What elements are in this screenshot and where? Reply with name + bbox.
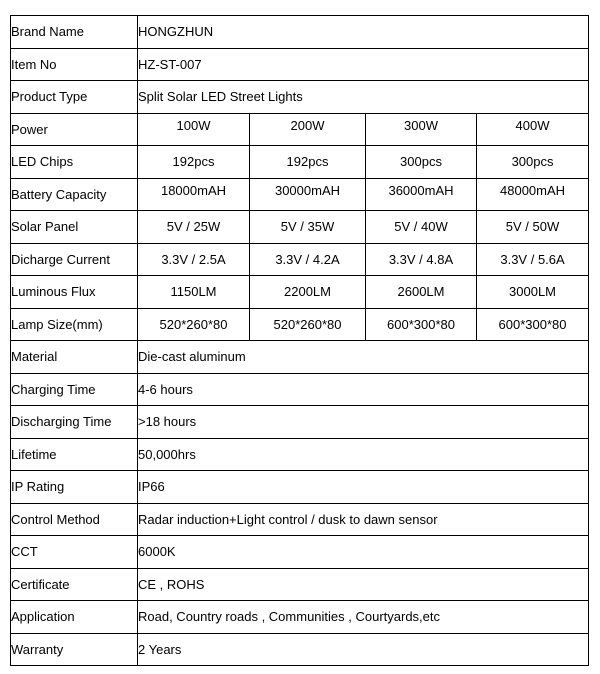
row-lamp-size — [11, 308, 589, 341]
spec-table — [10, 15, 589, 666]
cell-value: 400W — [515, 117, 550, 133]
row-material — [11, 341, 589, 374]
led-chips-cell — [366, 146, 477, 179]
row-label: Dicharge Current — [11, 243, 138, 276]
row-charging-time — [11, 373, 589, 406]
cell-value: 300W — [404, 117, 438, 133]
cell-value: 520*260*80 — [273, 316, 342, 332]
row-label: Charging Time — [11, 373, 138, 406]
lamp-size-cell — [250, 308, 366, 341]
row-value: 6000K — [138, 536, 589, 569]
cell-value: 3.3V / 4.8A — [388, 251, 454, 267]
row-value: HONGZHUN — [138, 16, 589, 49]
row-discharging-time — [11, 406, 589, 439]
cell-value: 48000mAH — [500, 182, 566, 198]
row-label: CCT — [11, 536, 138, 569]
row-label: Item No — [11, 48, 138, 81]
row-label: Battery Capacity — [11, 178, 138, 211]
cell-value: 36000mAH — [388, 182, 454, 198]
row-value: Road, Country roads , Communities , Courtyards,etc — [138, 601, 589, 634]
cell-value: 600*300*80 — [387, 316, 455, 332]
row-certificate — [11, 568, 589, 601]
cell-value: 100W — [176, 117, 211, 133]
led-chips-cell — [477, 146, 589, 179]
lamp-size-cell — [138, 308, 250, 341]
discharge-current-cell — [477, 243, 589, 276]
cell-value: 3000LM — [509, 284, 557, 300]
row-value: 2 Years — [138, 633, 589, 666]
row-label: Luminous Flux — [11, 276, 138, 309]
row-label: Lamp Size(mm) — [11, 308, 138, 341]
cell-value: 30000mAH — [274, 182, 341, 198]
row-value: Split Solar LED Street Lights — [138, 81, 589, 114]
cell-value: 5V / 40W — [394, 219, 448, 235]
luminous-flux-cell — [477, 276, 589, 309]
luminous-flux-cell — [250, 276, 366, 309]
power-cell — [138, 113, 250, 146]
row-value: HZ-ST-007 — [138, 48, 589, 81]
row-value: 4-6 hours — [138, 373, 589, 406]
cell-value: 2200LM — [284, 284, 331, 300]
cell-value: 3.3V / 2.5A — [161, 251, 226, 267]
cell-value: 18000mAH — [160, 182, 227, 198]
discharge-current-cell — [250, 243, 366, 276]
cell-value: 200W — [290, 117, 325, 133]
cell-value: 600*300*80 — [498, 316, 567, 332]
cell-value: 1150LM — [170, 284, 217, 300]
cell-value: 3.3V / 5.6A — [500, 251, 565, 267]
row-value: Die-cast aluminum — [138, 341, 589, 374]
cell-value: 520*260*80 — [159, 316, 228, 332]
cell-value: 300pcs — [400, 154, 442, 170]
solar-panel-cell — [477, 211, 589, 244]
cell-value: 192pcs — [286, 154, 329, 170]
row-solar-panel — [11, 211, 589, 244]
battery-cell — [477, 178, 589, 211]
cell-value: 5V / 25W — [166, 219, 221, 235]
cell-value: 5V / 35W — [280, 219, 335, 235]
row-led-chips — [11, 146, 589, 179]
row-label: Solar Panel — [11, 211, 138, 244]
row-label: Warranty — [11, 633, 138, 666]
row-application — [11, 601, 589, 634]
row-brand-name — [11, 16, 589, 49]
row-label: Application — [11, 601, 138, 634]
led-chips-cell — [250, 146, 366, 179]
solar-panel-cell — [366, 211, 477, 244]
row-product-type — [11, 81, 589, 114]
row-lifetime — [11, 438, 589, 471]
luminous-flux-cell — [366, 276, 477, 309]
row-label: Material — [11, 341, 138, 374]
row-label: Lifetime — [11, 438, 138, 471]
led-chips-cell — [138, 146, 250, 179]
row-luminous-flux — [11, 276, 589, 309]
lamp-size-cell — [477, 308, 589, 341]
row-label: Product Type — [11, 81, 138, 114]
solar-panel-cell — [250, 211, 366, 244]
cell-value: 2600LM — [397, 284, 445, 300]
row-label: Certificate — [11, 568, 138, 601]
row-battery-capacity — [11, 178, 589, 211]
row-label: Brand Name — [11, 16, 138, 49]
row-value: >18 hours — [138, 406, 589, 439]
cell-value: 192pcs — [172, 154, 215, 170]
row-item-no — [11, 48, 589, 81]
row-label: LED Chips — [11, 146, 138, 179]
solar-panel-cell — [138, 211, 250, 244]
battery-cell — [366, 178, 477, 211]
row-cct — [11, 536, 589, 569]
cell-value: 5V / 50W — [505, 219, 560, 235]
row-control-method — [11, 503, 589, 536]
row-value: IP66 — [138, 471, 589, 504]
cell-value: 3.3V / 4.2A — [275, 251, 340, 267]
row-value: 50,000hrs — [138, 438, 589, 471]
row-discharge-current — [11, 243, 589, 276]
power-cell — [250, 113, 366, 146]
row-value: Radar induction+Light control / dusk to dawn sensor — [138, 503, 589, 536]
battery-cell — [250, 178, 366, 211]
cell-value: 300pcs — [511, 154, 554, 170]
row-label: Control Method — [11, 503, 138, 536]
row-power — [11, 113, 589, 146]
power-cell — [366, 113, 477, 146]
row-value: CE , ROHS — [138, 568, 589, 601]
row-label: IP Rating — [11, 471, 138, 504]
row-label: Power — [11, 113, 138, 146]
row-label: Discharging Time — [11, 406, 138, 439]
luminous-flux-cell — [138, 276, 250, 309]
discharge-current-cell — [138, 243, 250, 276]
power-cell — [477, 113, 589, 146]
row-ip-rating — [11, 471, 589, 504]
row-warranty — [11, 633, 589, 666]
battery-cell — [138, 178, 250, 211]
discharge-current-cell — [366, 243, 477, 276]
lamp-size-cell — [366, 308, 477, 341]
